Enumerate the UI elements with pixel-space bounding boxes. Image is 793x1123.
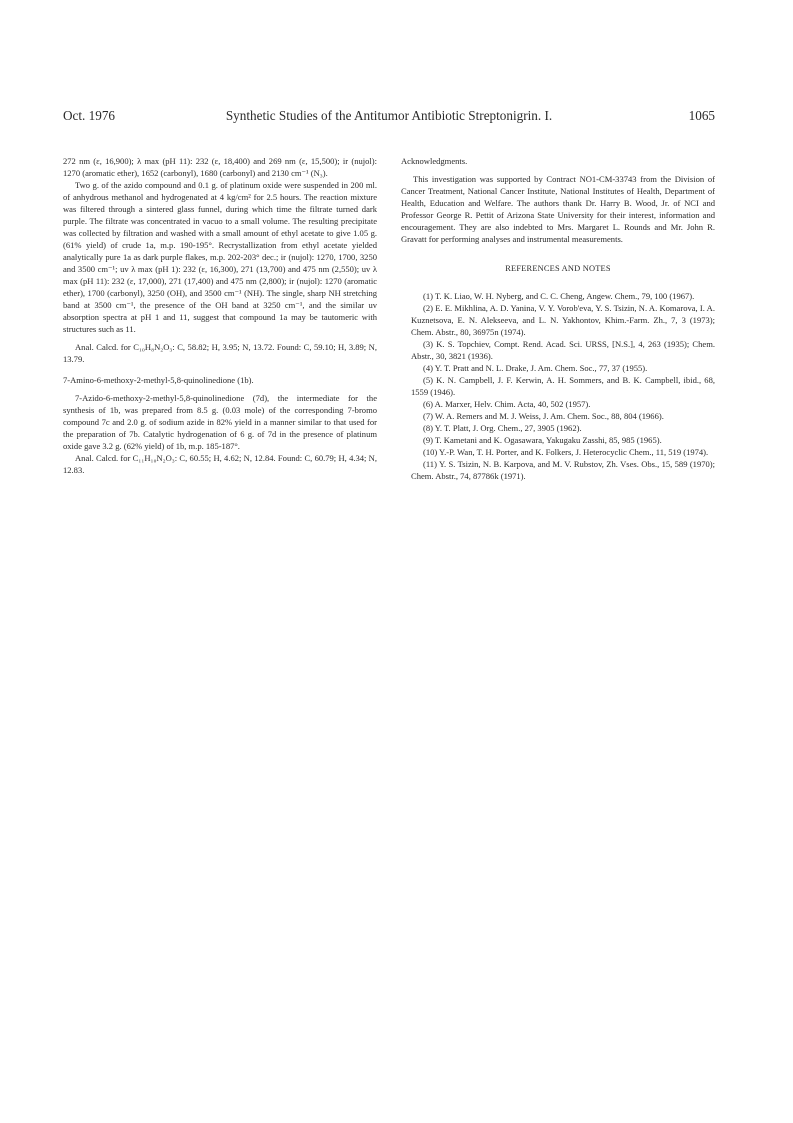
section-heading-1b: 7-Amino-6-methoxy-2-methyl-5,8-quinolinedione (1b). bbox=[63, 375, 254, 385]
analysis-1a: Anal. Calcd. for C₁₀H₈N₂O₃: C, 58.82; H, 3.95; N, 13.72. Found: C, 59.10; H, 3.89; N, 13.79. bbox=[63, 342, 377, 364]
synthesis-1b-paragraph: 7-Azido-6-methoxy-2-methyl-5,8-quinolinedione (7d), the intermediate for the synthesis of 1b, was prepared from 8.5 g. (0.03 mole) of the corresponding 7-bromo compound 7c and 2.0 g. of sodium azide in 82% yield in a manner similar to that used for the preparation of 7b. Catalytic hydrogenation of 6 g. of 7d in the presence of platinum oxide gave 3.2 g. (62% yield) of 1b, m.p. 185-187°. bbox=[63, 393, 377, 451]
reference-item: (6) A. Marxer, Helv. Chim. Acta, 40, 502 (1957). bbox=[423, 399, 591, 409]
spectral-data-paragraph: 272 nm (ε, 16,900); λ max (pH 11): 232 (ε, 18,400) and 269 nm (ε, 15,500); ir (nujol): 1270 (aromatic ether), 1652 (carbonyl), 1680 (carbonyl) and 2130 cm⁻¹ (N₃). bbox=[63, 156, 377, 178]
reference-item: (8) Y. T. Platt, J. Org. Chem., 27, 3905 (1962). bbox=[423, 423, 582, 433]
reference-item: (11) Y. S. Tsizin, N. B. Karpova, and M. V. Rubstov, Zh. Vses. Obs., 15, 589 (1970); Chem. Abstr., 74, 87786k (1971). bbox=[411, 459, 715, 481]
right-column bbox=[401, 155, 715, 482]
page-number: 1065 bbox=[688, 108, 715, 123]
left-column bbox=[63, 155, 377, 476]
header-title: Synthetic Studies of the Antitumor Antibiotic Streptonigrin. I. bbox=[225, 108, 553, 123]
reference-item: (9) T. Kametani and K. Ogasawara, Yakugaku Zasshi, 85, 985 (1965). bbox=[423, 435, 662, 445]
running-header bbox=[63, 108, 715, 126]
acknowledgments-text: This investigation was supported by Contract NO1-CM-33743 from the Division of Cancer Treatment, National Cancer Institute, National Institutes of Health, Department of Health, Education and Welfare. The authors thank Dr. Harry B. Wood, Jr. of NCI and Professor George R. Pettit of Arizona State University for their interest, information and encouragement. They are also indebted to Mrs. Margaret L. Rounds and Mr. John R. Gravatt for performing analyses and instrumental measurements. bbox=[401, 174, 715, 244]
reference-item: (4) Y. T. Pratt and N. L. Drake, J. Am. Chem. Soc., 77, 37 (1955). bbox=[423, 363, 648, 373]
reference-item: (3) K. S. Topchiev, Compt. Rend. Acad. Sci. URSS, [N.S.], 4, 263 (1935); Chem. Abstr., 30, 3821 (1936). bbox=[411, 339, 715, 361]
reference-item: (5) K. N. Campbell, J. F. Kerwin, A. H. Sommers, and B. K. Campbell, ibid., 68, 1559 (1946). bbox=[411, 375, 715, 397]
reference-item: (7) W. A. Remers and M. J. Weiss, J. Am. Chem. Soc., 88, 804 (1966). bbox=[423, 411, 664, 421]
reference-item: (2) E. E. Mikhlina, A. D. Yanina, V. Y. Vorob'eva, Y. S. Tsizin, N. A. Komarova, I. A. Kuznetsova, E. N. Alekseeva, and L. N. Yakhontov, Khim.-Farm. Zh., 7, 3 (1973); Chem. Abstr., 80, 36975n (1974). bbox=[411, 303, 715, 337]
acknowledgments-heading: Acknowledgments. bbox=[401, 156, 468, 166]
reference-item: (10) Y.-P. Wan, T. H. Porter, and K. Folkers, J. Heterocyclic Chem., 11, 519 (1974). bbox=[423, 447, 709, 457]
reference-item: (1) T. K. Liao, W. H. Nyberg, and C. C. Cheng, Angew. Chem., 79, 100 (1967). bbox=[423, 291, 695, 301]
hydrogenation-paragraph: Two g. of the azido compound and 0.1 g. of platinum oxide were suspended in 200 ml. of anhydrous methanol and hydrogenated at 4 kg/cm² for 2.5 hours. The reaction mixture was filtered through a sintered glass funnel, during which time the filtrate turned dark purple. The filtrate was concentrated in vacuo to a small volume. The resulting precipitate was collected by filtration and washed with a small amount of ethyl acetate to give 1.05 g. (61% yield) of crude 1a, m.p. 190-195°. Recrystallization from ethyl acetate yielded analytically pure 1a as dark purple flakes, m.p. 202-203° dec.; ir (nujol): 1270, 1700, 3250 and 3500 cm⁻¹; uv λ max (pH 1): 232 (ε, 16,300), 271 (13,700) and 475 nm (2,550); uv λ max (pH 11): 232 (ε, 17,000), 271 (17,400) and 475 nm (2,800); ir (nujol): 1270 (aromatic ether), 1700 (carbonyl), 3250 (OH), and 3500 cm⁻¹ (NH). The single, sharp NH stretching band at 3500 cm⁻¹, the presence of the OH band at 3250 cm⁻¹, and the similar uv absorption spectra at pH 1 and 11, suggest that compound 1a may be tautomeric with structures such as 11. bbox=[63, 180, 377, 334]
reference-list bbox=[401, 290, 715, 482]
references-heading: REFERENCES AND NOTES bbox=[505, 264, 611, 273]
analysis-1b: Anal. Calcd. for C₁₁H₁₀N₂O₃: C, 60.55; H, 4.62; N, 12.84. Found: C, 60.79; H, 4.34; N, 12.83. bbox=[63, 453, 377, 475]
header-date: Oct. 1976 bbox=[63, 108, 116, 123]
